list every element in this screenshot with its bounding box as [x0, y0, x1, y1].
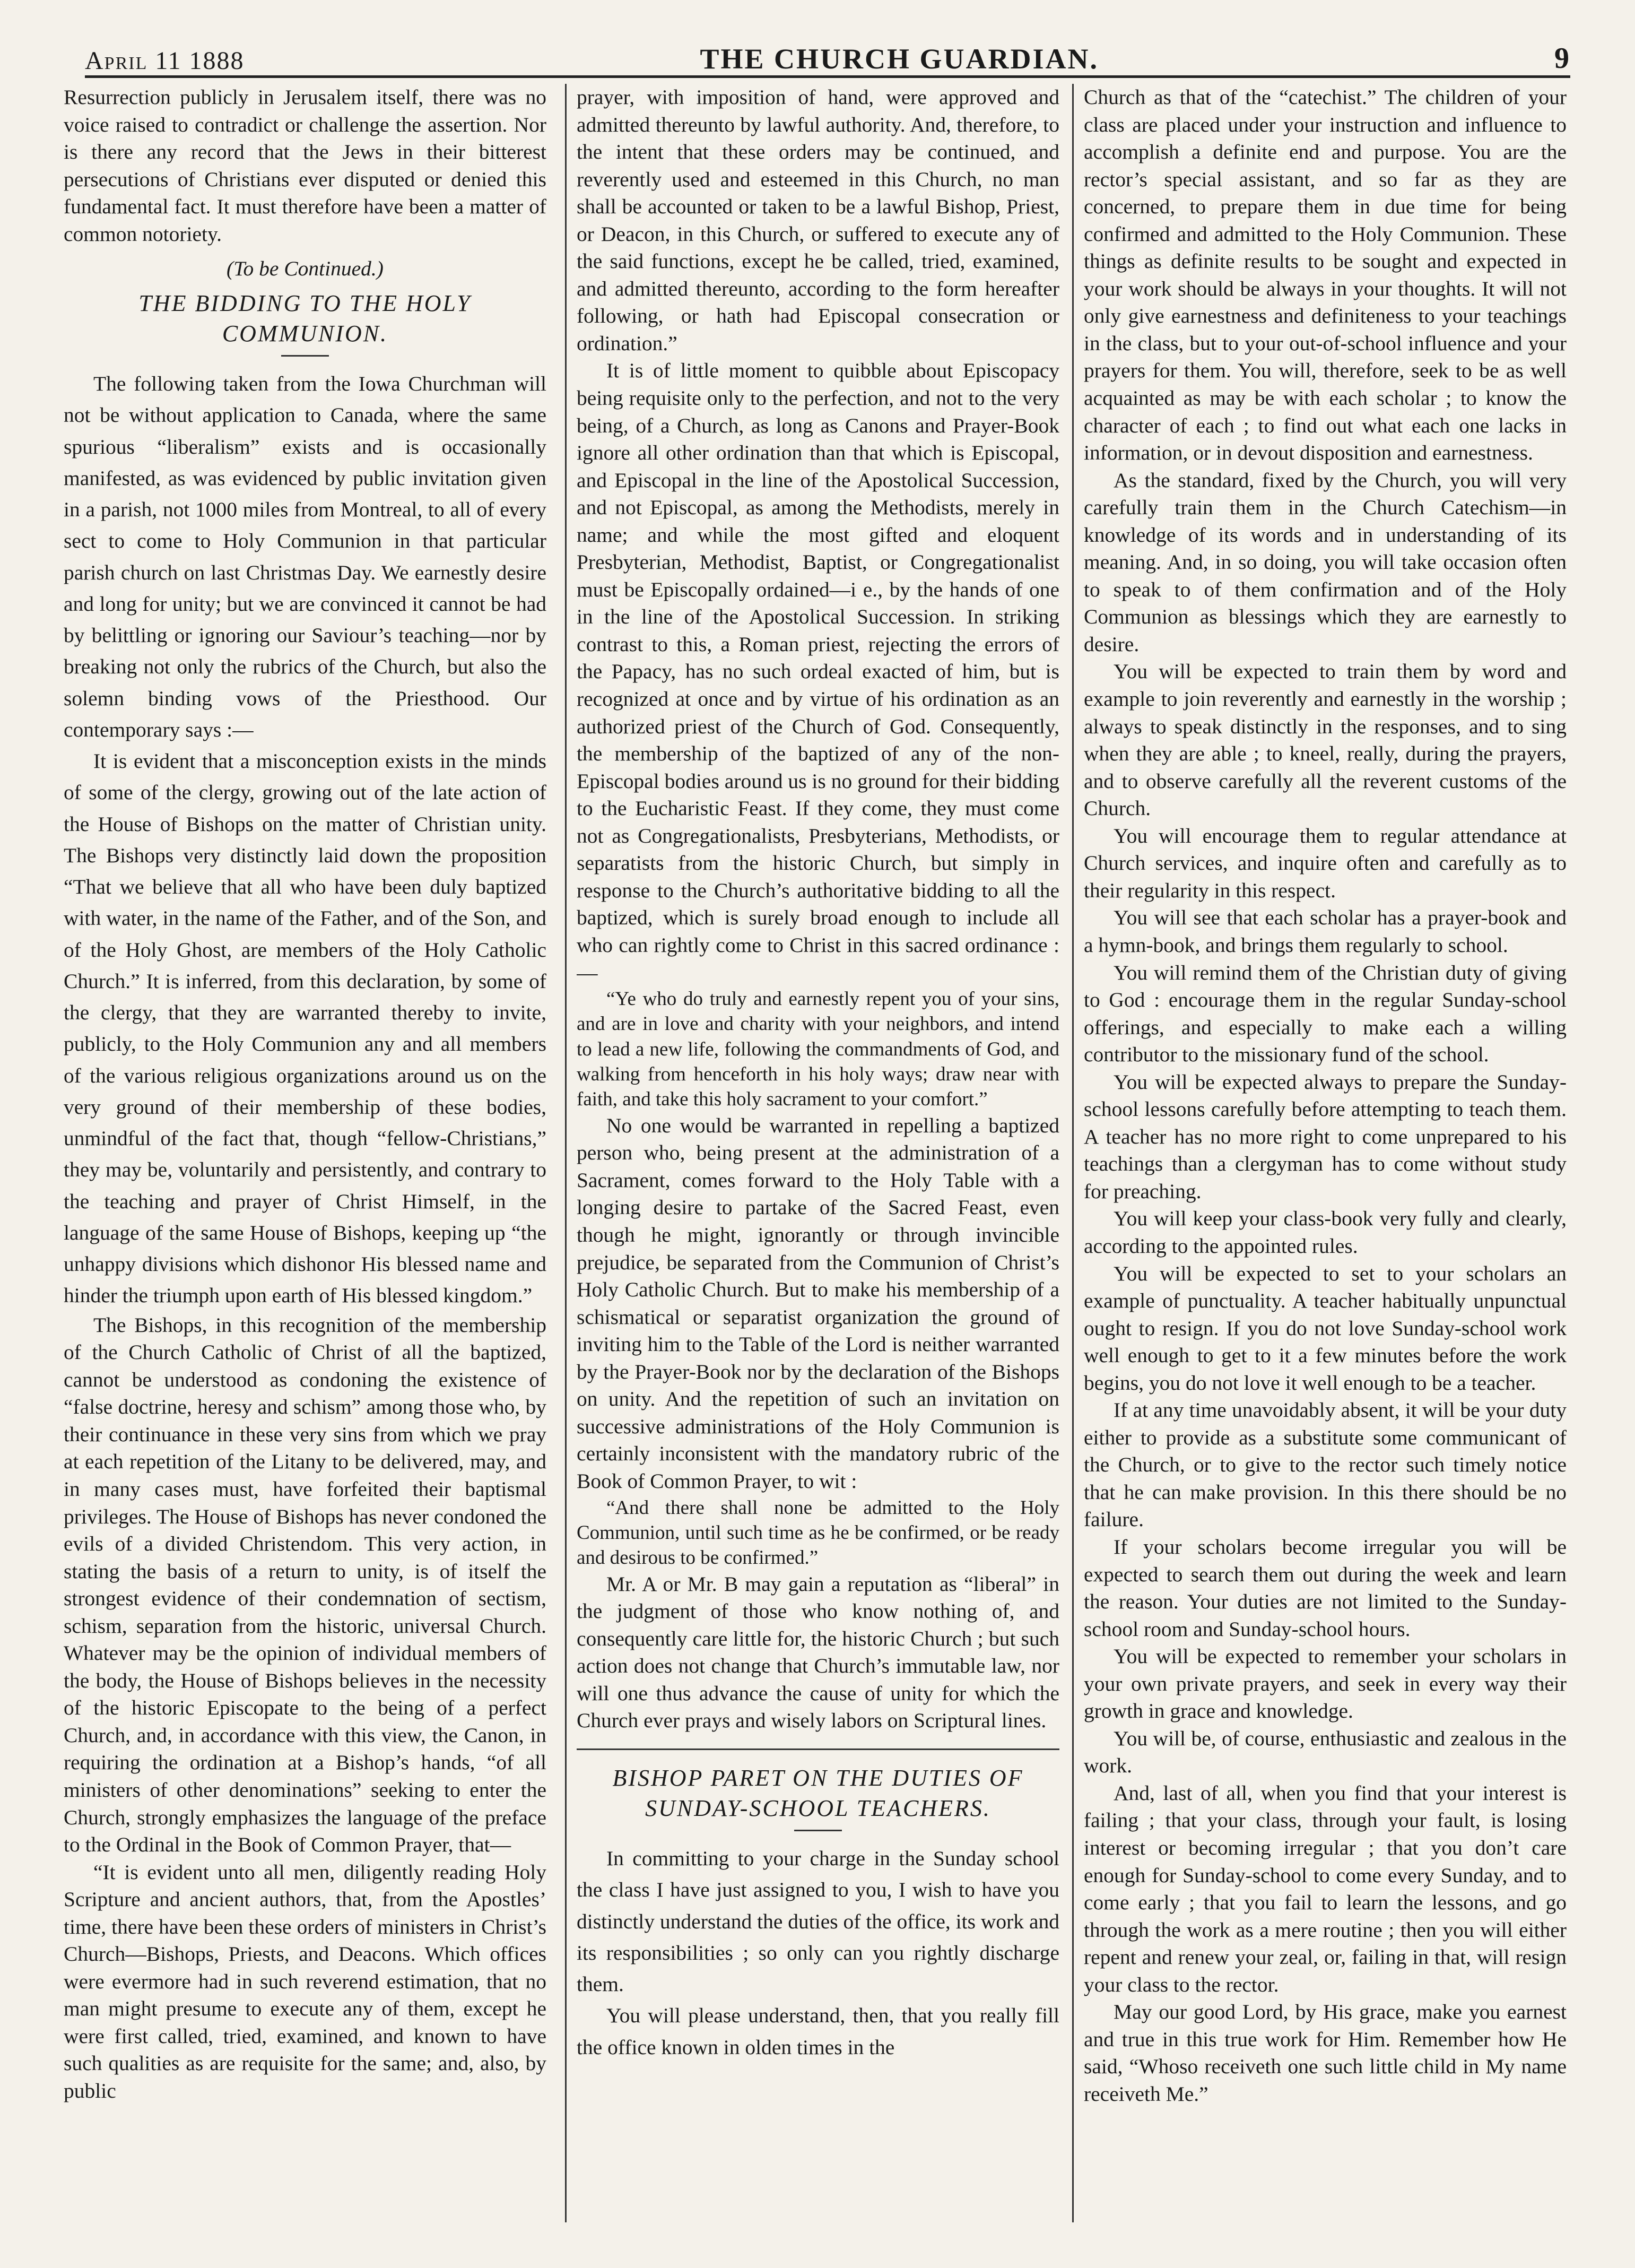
article-paragraph: If your scholars become irregular you will be expected to search them out during the week and learn the reason. Your duties are not limited to the Sunday-school room and Sunday-school hours.: [1084, 1535, 1567, 1641]
article-paragraph: You will be expected to train them by word and example to join reverently and earnestly in the worship ; always to speak distinctly in the responses, and to sing when they are able ; to kneel, really, during the prayers, and to observe carefully all the reverent customs of the Church.: [1084, 660, 1567, 820]
newspaper-title: THE CHURCH GUARDIAN.: [700, 43, 1099, 75]
heading-rule: [794, 1830, 842, 1831]
column-divider: [565, 84, 567, 2222]
article-paragraph: You will please understand, then, that you really fill the office known in olden times in the: [577, 2004, 1059, 2059]
article-paragraph: prayer, with imposition of hand, were approved and admitted thereunto by lawful authority. And, therefore, to the intent that these orders may be continued, and reverently used and esteemed in this Church, no man shall be accounted or taken to be a lawful Bishop, Priest, or Deacon, in this Church, or suffered to execute any of the said functions, except he be called, tried, examined, and admitted thereunto, according to the form hereafter following, or hath had Episcopal consecration or ordination.”: [577, 85, 1059, 355]
article-paragraph: Church as that of the “catechist.” The children of your class are placed under your instruction and influence to accomplish a definite end and purpose. You are the rector’s special assistant, and so far as they are concerned, to prepare them in due time for being confirmed and admitted to the Holy Communion. These things as definite results to be sought and expected in your work should be always in your thoughts. It will not only give earnestness and definiteness to your teachings in the class, but to your out-of-school influence and your prayers for them. You will, therefore, seek to be as well acquainted as may be with each scholar ; to know the character of each ; to find out what each one lacks in information, or in devout disposition and earnestness.: [1084, 85, 1567, 465]
article-heading-bidding: THE BIDDING TO THE HOLY COMMUNION.: [138, 290, 472, 347]
article-paragraph: You will see that each scholar has a prayer-book and a hymn-book, and brings them regularly to school.: [1084, 906, 1567, 957]
article-paragraph: You will be, of course, enthusiastic and zealous in the work.: [1084, 1726, 1567, 1778]
article-paragraph: The following taken from the Iowa Churchman will not be without application to Canada, where the same spurious “liberalism” exists and is occasionally manifested, as was evidenced by public invitation given in a parish, not 1000 miles from Montreal, to all of every sect to come to Holy Communion in that particular parish church on last Christmas Day. We earnestly desire and long for unity; but we are convinced it cannot be had by belittling or ignoring our Saviour’s teaching—nor by breaking not only the rubrics of the Church, but also the solemn binding vows of the Priesthood. Our contemporary says :—: [64, 372, 546, 741]
page-header: [85, 38, 1570, 78]
column-divider: [1072, 84, 1074, 2222]
article-heading-paret: BISHOP PARET ON THE DUTIES OF SUNDAY-SCHOOL TEACHERS.: [612, 1764, 1024, 1822]
issue-date: April 11 1888: [85, 47, 245, 75]
article-paragraph: If at any time unavoidably absent, it will be your duty either to provide as a substitute some communicant of the Church, or to give to the rector such timely notice that he can make provision. In this there should be no failure.: [1084, 1398, 1567, 1531]
article-paragraph: You will be expected to remember your scholars in your own private prayers, and seek in every way their growth in grace and knowledge.: [1084, 1644, 1567, 1723]
article-paragraph: You will keep your class-book very fully and clearly, according to the appointed rules.: [1084, 1207, 1567, 1258]
quoted-passage: “Ye who do truly and earnestly repent you of your sins, and are in love and charity with your neighbors, and intend to lead a new life, following the commandments of God, and walking from henceforth in his holy ways; draw near with faith, and take this holy sacrament to your comfort.”: [577, 988, 1059, 1111]
to-be-continued-note: (To be Continued.): [227, 257, 384, 281]
page-number: 9: [1554, 42, 1570, 75]
article-paragraph: The Bishops, in this recognition of the membership of the Church Catholic of Christ of all the baptized, cannot be understood as condoning the existence of “false doctrine, heresy and schism” among those who, by their continuance in these very sins from which we pray at each repetition of the Litany to be delivered, may, and in many cases must, have forfeited their baptismal privileges. The House of Bishops has never condoned the evils of a divided Christendom. This very action, in stating the basis of a return to unity, is of itself the strongest evidence of their condemnation of sectism, schism, separation from the historic, universal Church. Whatever may be the opinion of individual members of the body, the House of Bishops believes in the necessity of the historic Episcopate to the being of a perfect Church, and, in accordance with this view, the Canon, in requiring the ordination at a Bishop’s hands, “of all ministers of other denominations” seeking to enter the Church, strongly emphasizes the language of the preface to the Ordinal in the Book of Common Prayer, that—: [64, 1313, 546, 1857]
column-1: [64, 84, 546, 2238]
quoted-passage: “And there shall none be admitted to the Holy Communion, until such time as he be confirmed, or be ready and desirous to be confirmed.”: [577, 1496, 1059, 1569]
article-paragraph: May our good Lord, by His grace, make you earnest and true in this true work for Him. Remember how He said, “Whoso receiveth one such little child in My name receiveth Me.”: [1084, 2000, 1567, 2106]
article-paragraph: As the standard, fixed by the Church, you will very carefully train them in the Church Catechism—in knowledge of its words and in understanding of its meaning. And, in so doing, you will take occasion often to speak to of them confirmation and of the Holy Communion as blessings which they are earnestly to desire.: [1084, 468, 1567, 656]
article-paragraph: It is of little moment to quibble about Episcopacy being requisite only to the perfection, and not to the very being, of a Church, as long as Canons and Prayer-Book ignore all other ordination than that which is Episcopal, and Episcopal in the line of the Apostolical Succession, and not Episcopal, as among the Methodists, merely in name; and while the most gifted and eloquent Presbyterian, Methodist, Baptist, or Congregationalist must be Episcopally ordained—i e., by the hands of one in the line of the Apostolical Succession. In striking contrast to this, a Roman priest, rejecting the errors of the Papacy, has no such ordeal exacted of him, but is recognized at once and by virtue of his ordination as an authorized priest of the Church of God. Consequently, the membership of the baptized of any of the non-Episcopal bodies around us is no ground for their bidding to the Eucharistic Feast. If they come, they must come not as Congregationalists, Presbyterians, Methodists, or separatists from the historic Church, but simply in response to the Church’s authoritative bidding to all the baptized, which is surely broad enough to include all who can rightly come to Christ in this sacred ordinance :—: [577, 359, 1059, 984]
article-paragraph: No one would be warranted in repelling a baptized person who, being present at the administration of a Sacrament, comes forward to the Holy Table with a longing desire to partake of the Sacred Feast, even though he might, ignorantly or through invincible prejudice, be separated from the Communion of Christ’s Holy Catholic Church. But to make his membership of a schismatical or separatist organization the ground of inviting him to the Table of the Lord is neither warranted by the Prayer-Book nor by the declaration of the Bishops on unity. And the repetition of such an invitation on successive administrations of the Holy Communion is certainly inconsistent with the mandatory rubric of the Book of Common Prayer, to wit :: [577, 1113, 1059, 1493]
article-paragraph: You will be expected always to prepare the Sunday-school lessons carefully before attempting to teach them. A teacher has no more right to come unprepared to his teachings than a clergyman has to come without study for preaching.: [1084, 1070, 1567, 1203]
article-paragraph: Mr. A or Mr. B may gain a reputation as “liberal” in the judgment of those who know nothing of, and consequently care little for, the historic Church ; but such action does not change that Church’s immutable law, nor will one thus advance the cause of unity for which the Church ever prays and wisely labors on Scriptural lines.: [577, 1572, 1059, 1733]
article-paragraph: It is evident that a misconception exists in the minds of some of the clergy, growing out of the late action of the House of Bishops on the matter of Christian unity. The Bishops very distinctly laid down the proposition “That we believe that all who have been duly baptized with water, in the name of the Father, and of the Son, and of the Holy Ghost, are members of the Holy Catholic Church.” It is inferred, from this declaration, by some of the clergy, that they are warranted thereby to invite, publicly, to the Holy Communion any and all members of the various religious organizations around us on the very ground of their membership of these bodies, unmindful of the fact that, though “fellow-Christians,” they may be, voluntarily and persistently, and contrary to the teaching and prayer of Christ Himself, in the language of the same House of Bishops, keeping up “the unhappy divisions which dishonor His blessed name and hinder the triumph upon earth of His blessed kingdom.”: [64, 749, 546, 1308]
article-paragraph: You will remind them of the Christian duty of giving to God : encourage them in the regular Sunday-school offerings, and especially to make each a willing contributor to the missionary fund of the school.: [1084, 960, 1567, 1067]
column-3: [1084, 84, 1567, 2238]
article-paragraph: You will encourage them to regular attendance at Church services, and inquire often and carefully as to their regularity in this respect.: [1084, 824, 1567, 902]
section-separator: [577, 1748, 1059, 1750]
article-continuation-text: Resurrection publicly in Jerusalem itself, there was no voice raised to contradict or challenge the assertion. Nor is there any record that the Jews in their bitterest persecutions of Christians ever disputed or denied this fundamental fact. It must therefore have been a matter of common notoriety.: [64, 85, 546, 246]
article-paragraph: “It is evident unto all men, diligently reading Holy Scripture and ancient authors, that, from the Apostles’ time, there have been these orders of ministers in Christ’s Church—Bishops, Priests, and Deacons. Which offices were evermore had in such reverend estimation, that no man might presume to execute any of them, except he were first called, tried, examined, and known to have such qualities as are requisite for the same; and, also, by public: [64, 1860, 546, 2103]
heading-rule: [281, 355, 329, 357]
article-paragraph: And, last of all, when you find that your interest is failing ; that your class, through your fault, is losing interest or becoming irregular ; that you don’t care enough for Sunday-school to come every Sunday, and to come early ; that you fail to learn the lessons, and go through the work as a mere routine ; then you will either repent and renew your zeal, or, failing in that, will resign your class to the rector.: [1084, 1781, 1567, 1996]
column-2: [577, 84, 1059, 2238]
article-paragraph: You will be expected to set to your scholars an example of punctuality. A teacher habitually unpunctual ought to resign. If you do not love Sunday-school work well enough to get to it a few minutes before the work begins, you do not love it well enough to be a teacher.: [1084, 1261, 1567, 1395]
article-paragraph: In committing to your charge in the Sunday school the class I have just assigned to you, I wish to have you distinctly understand the duties of the office, its work and its responsibilities ; so only can you rightly discharge them.: [577, 1847, 1059, 1996]
